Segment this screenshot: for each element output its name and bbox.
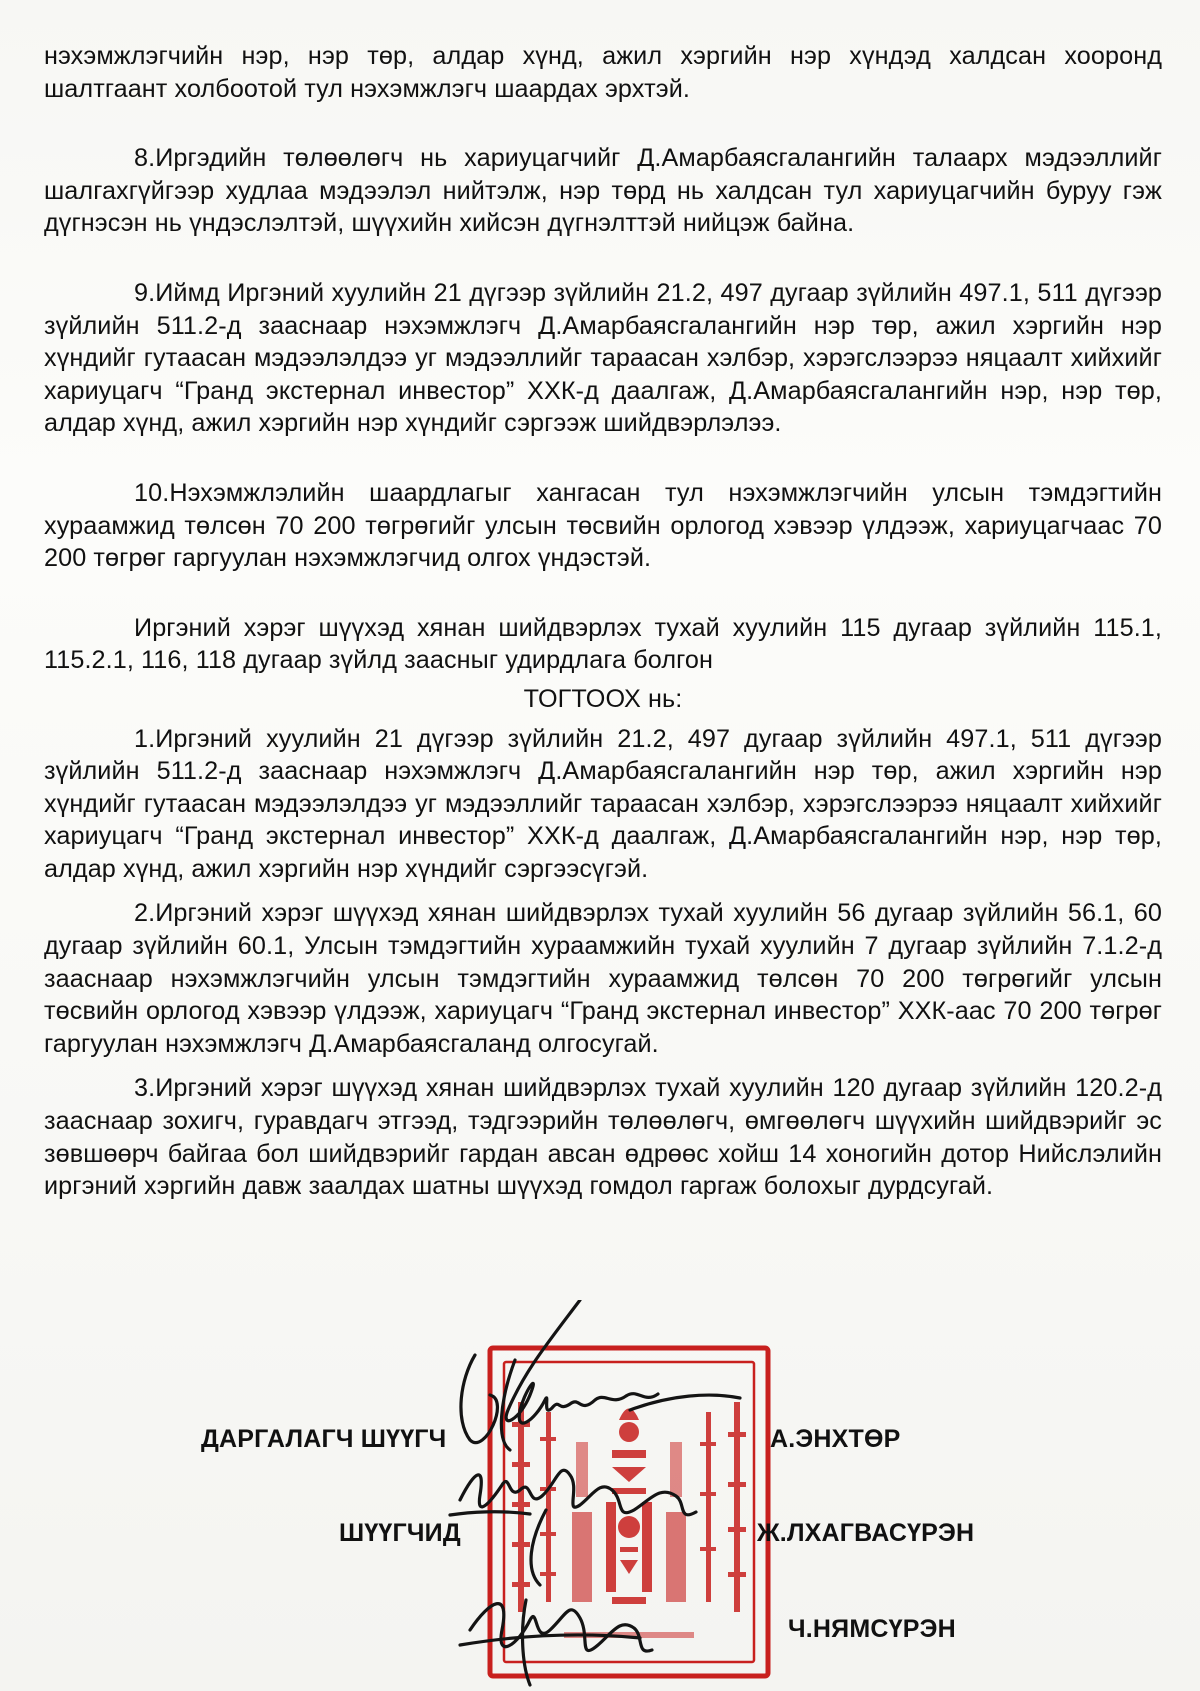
ruling-1: 1.Иргэний хуулийн 21 дүгээр зүйлийн 21.2, 497 дугаар зүйлийн 497.1, 511 дүгээр зүйлийн 511.2-д зааснаар нэхэмжлэгч Д.Амарбаясгалангийн нэр төр, ажил хэргийн нэр хүндийг гутаасан мэдээлэлдээ уг мэдээллийг тараасан хэлбэр, хэрэгслээрээ няцаалт хийхийг хариуцагч “Гранд экстернал инвестор” ХХК-д даалгаж, Д.Амарбаясгалангийн нэр, нэр төр, алдар хүнд, ажил хэргийн нэр хүндийг сэргээсүгэй.: [44, 724, 1162, 883]
judge-1-name: Ж.ЛХАГВАСҮРЭН: [757, 1519, 975, 1547]
presiding-judge-name: А.ЭНХТӨР: [770, 1425, 901, 1453]
paragraph-8: 8.Иргэдийн төлөөлөгч нь хариуцагчийг Д.Амарбаясгалангийн талаарх мэдээллийг шалгахгүйгээр худлаа мэдээлэл нийтэлж, нэр төрд нь халдсан тул хариуцагчийн буруу гэж дүгнэсэн нь үндэслэлтэй, шүүхийн хийсэн дүгнэлттэй нийцэж байна.: [44, 144, 1162, 238]
judge-2-name: Ч.НЯМСҮРЭН: [788, 1615, 956, 1643]
ruling-3: 3.Иргэний хэрэг шүүхэд хянан шийдвэрлэх тухай хуулийн 120 дугаар зүйлийн 120.2-д зааснаар зохигч, гуравдагч этгээд, тэдгээрийн төлөөлөгч, өмгөөлөгч шүүхийн шийдвэрийг эс зөвшөөрч байгаа бол шийдвэрийг гардан авсан өдрөөс хойш 14 хоногийн дотор Нийслэлийн иргэний хэргийн давж заалдах шатны шүүхэд гомдол гаргаж болохыг дурдсугай.: [44, 1074, 1162, 1201]
paragraph-9: 9.Иймд Иргэний хуулийн 21 дүгээр зүйлийн 21.2, 497 дугаар зүйлийн 497.1, 511 дүгээр зүйлийн 511.2-д зааснаар нэхэмжлэгч Д.Амарбаясгалангийн нэр төр, ажил хэргийн нэр хүндийг гутаасан мэдээлэлдээ уг мэдээллийг тараасан хэлбэр, хэрэгслээрээ няцаалт хийхийг хариуцагч “Гранд экстернал инвестор” ХХК-д даалгаж, Д.Амарбаясгалангийн нэр, нэр төр, алдар хүнд, ажил хэргийн нэр хүндийг сэргээж шийдвэрлэлээ.: [44, 278, 1162, 438]
ruling-heading: ТОГТООХ нь:: [523, 684, 683, 713]
paragraph-continuation: нэхэмжлэгчийн нэр, нэр төр, алдар хүнд, ажил хэргийн нэр хүндэд халдсан хооронд шалтгаант холбоотой тул нэхэмжлэгч шаардах эрхтэй.: [44, 42, 1162, 103]
paragraph-legal-basis: Иргэний хэрэг шүүхэд хянан шийдвэрлэх тухай хуулийн 115 дугаар зүйлийн 115.1, 115.2.1, 116, 118 дугаар зүйлд заасныг удирдлага болгон: [44, 613, 1162, 675]
paragraph-10: 10.Нэхэмжлэлийн шаардлагыг хангасан тул нэхэмжлэгчийн улсын тэмдэгтийн хураамжид төлсөн 70 200 төгрөгийг улсын төсвийн орлогод хэвээр үлдээж, хариуцагчаас 70 200 төгрөг гаргуулан нэхэмжлэгчид олгох үндэстэй.: [44, 478, 1162, 573]
ruling-2: 2.Иргэний хэрэг шүүхэд хянан шийдвэрлэх тухай хуулийн 56 дугаар зүйлийн 56.1, 60 дугаар зүйлийн 60.1, Улсын тэмдэгтийн хураамжийн тухай хуулийн 7 дугаар зүйлийн 7.1.2-д зааснаар нэхэмжлэгчийн улсын тэмдэгтийн хураамжид төлсөн 70 200 төгрөгийг улсын төсвийн орлогод хэвээр үлдээж, хариуцагч “Гранд экстернал инвестор” ХХК-аас 70 200 төгрөг гаргуулан нэхэмжлэгч Д.Амарбаясгаланд олгосугай.: [44, 899, 1162, 1058]
presiding-judge-title: ДАРГАЛАГЧ ШҮҮГЧ: [201, 1425, 447, 1453]
handwritten-signatures: [430, 1300, 790, 1691]
document-body: [44, 40, 1162, 1215]
judges-title: ШҮҮГЧИД: [339, 1519, 461, 1547]
